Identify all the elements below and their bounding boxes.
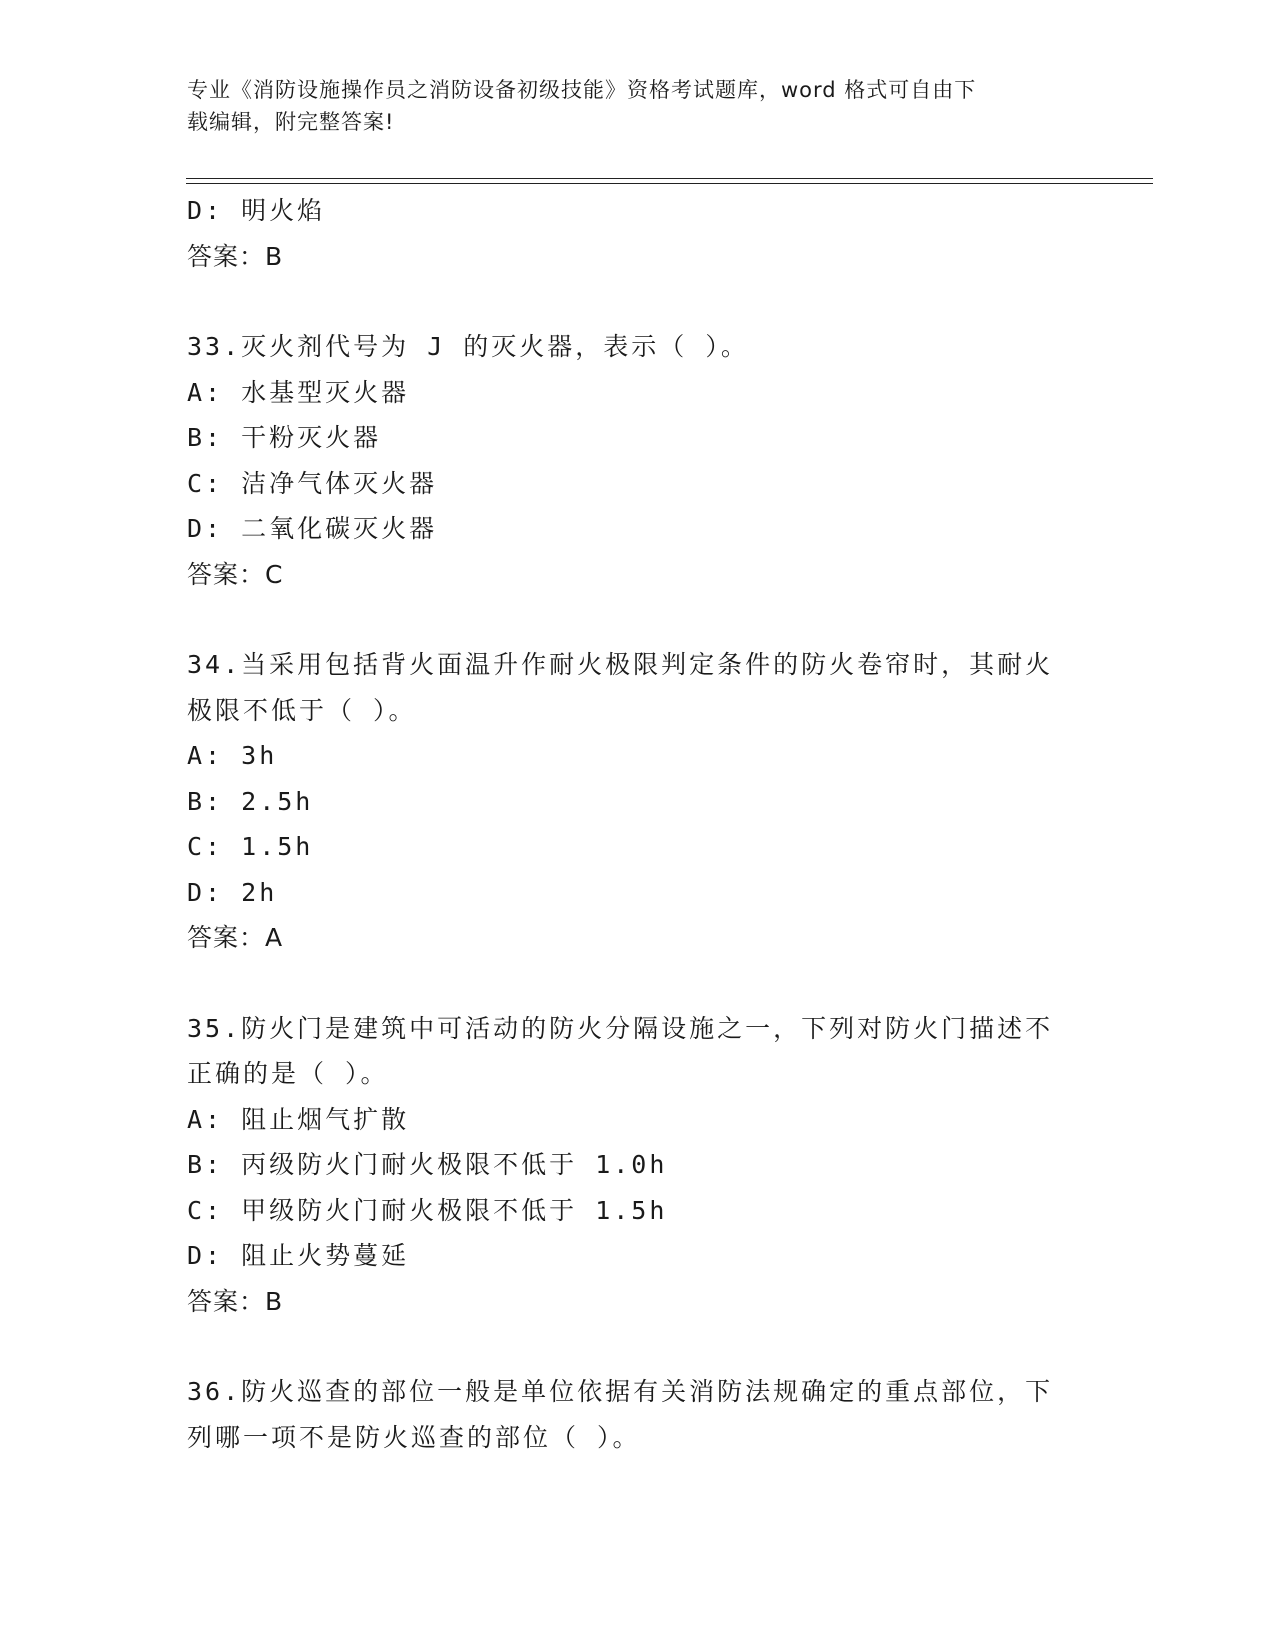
question-33 bbox=[187, 324, 1087, 597]
option-a: A: 水基型灭火器 bbox=[187, 377, 410, 407]
question-title-cont: 列哪一项不是防火巡查的部位（ ）。 bbox=[187, 1422, 641, 1452]
option-a: A: 3h bbox=[187, 741, 278, 770]
question-34 bbox=[187, 642, 1087, 961]
question-title: 36.防火巡查的部位一般是单位依据有关消防法规确定的重点部位，下 bbox=[187, 1377, 1054, 1406]
answer-line: 答案：B bbox=[187, 241, 284, 271]
header-line-1: 专业《消防设施操作员之消防设备初级技能》资格考试题库，word 格式可自由下 bbox=[187, 78, 977, 102]
answer-line: 答案：B bbox=[187, 1286, 284, 1316]
question-35 bbox=[187, 1006, 1087, 1325]
question-list bbox=[187, 188, 1087, 1460]
answer-line: 答案：C bbox=[187, 559, 284, 589]
option-d: D: 2h bbox=[187, 877, 278, 907]
header-line-2: 载编辑，附完整答案! bbox=[187, 110, 395, 134]
option-b: B: 2.5h bbox=[187, 786, 314, 816]
option-c: C: 甲级防火门耐火极限不低于 1.5h bbox=[187, 1195, 668, 1225]
page-header bbox=[187, 74, 1067, 138]
question-title: 33.灭火剂代号为 J 的灭火器，表示（ ）。 bbox=[187, 332, 749, 361]
option-a: A: 阻止烟气扩散 bbox=[187, 1104, 410, 1134]
option-d: D: 二氧化碳灭火器 bbox=[187, 514, 438, 543]
option-b: B: 干粉灭火器 bbox=[187, 423, 382, 452]
option-b: B: 丙级防火门耐火极限不低于 1.0h bbox=[187, 1150, 668, 1179]
question-title-cont: 正确的是（ ）。 bbox=[187, 1059, 389, 1088]
option-d: D: 明火焰 bbox=[187, 196, 326, 225]
option-d: D: 阻止火势蔓延 bbox=[187, 1241, 410, 1270]
header-divider-top bbox=[186, 178, 1153, 179]
question-title: 35.防火门是建筑中可活动的防火分隔设施之一，下列对防火门描述不 bbox=[187, 1013, 1054, 1043]
answer-line: 答案：A bbox=[187, 923, 284, 952]
option-c: C: 1.5h bbox=[187, 832, 314, 861]
question-36 bbox=[187, 1369, 1087, 1460]
question-title: 34.当采用包括背火面温升作耐火极限判定条件的防火卷帘时，其耐火 bbox=[187, 650, 1054, 679]
question-title-cont: 极限不低于（ ）。 bbox=[187, 695, 417, 725]
question-32-tail bbox=[187, 188, 1087, 279]
header-divider-bottom bbox=[186, 183, 1153, 184]
option-c: C: 洁净气体灭火器 bbox=[187, 468, 438, 498]
